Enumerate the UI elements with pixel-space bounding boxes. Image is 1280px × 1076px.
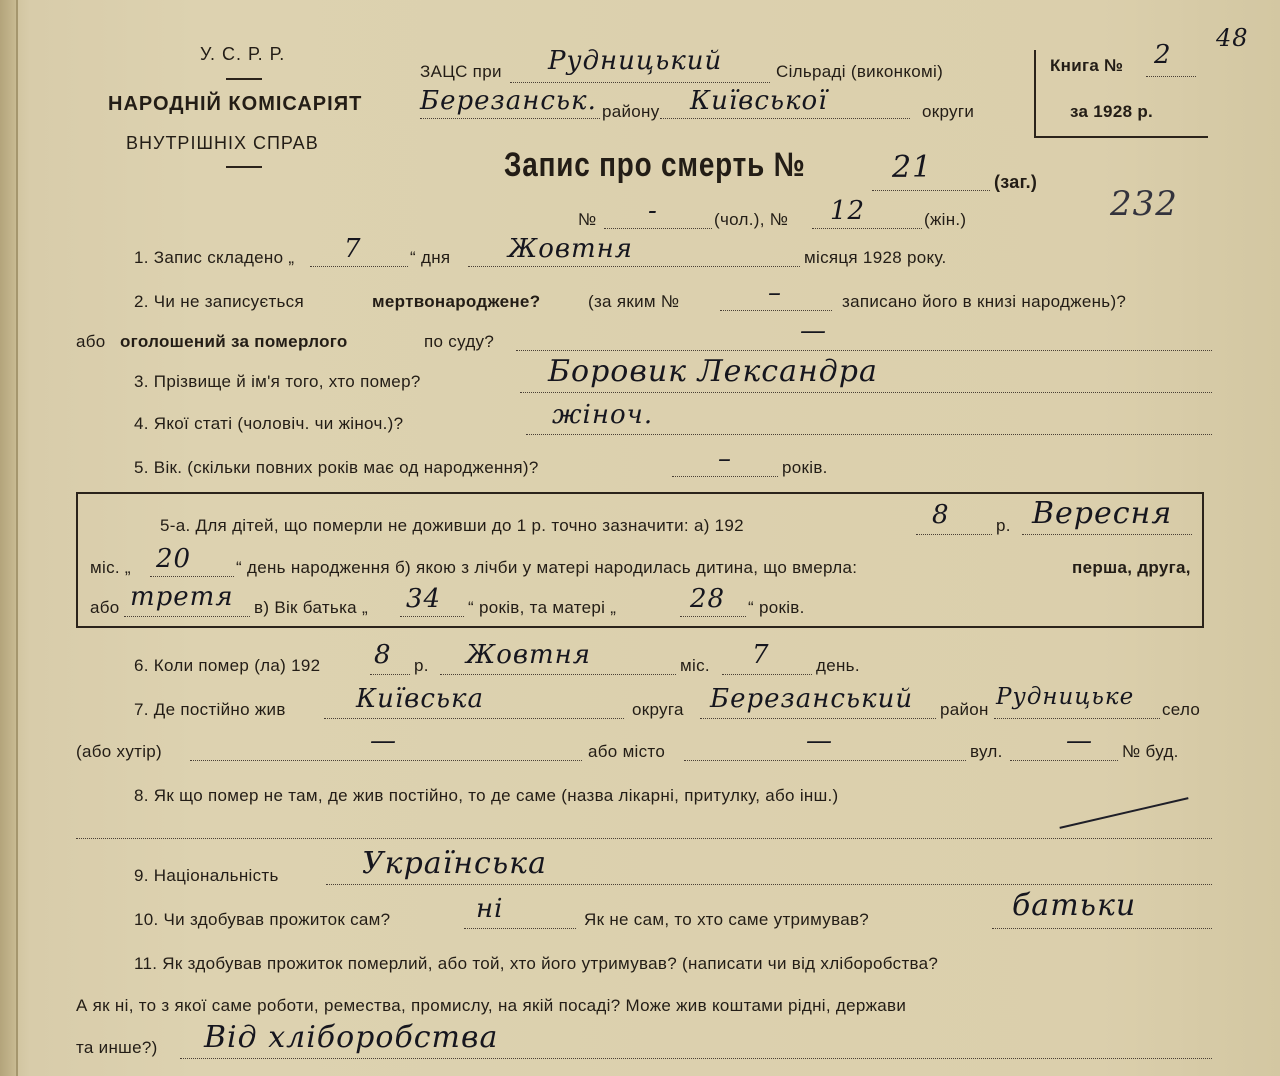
village-council-value: Рудницький bbox=[548, 46, 723, 76]
district-label: району bbox=[602, 102, 660, 121]
f5a-first-second: перша, друга, bbox=[1072, 558, 1191, 577]
fill-line bbox=[1022, 534, 1192, 535]
f6-r-label: р. bbox=[414, 656, 429, 675]
fill-line bbox=[992, 928, 1212, 929]
fill-line bbox=[1010, 760, 1118, 761]
corner-number: 48 bbox=[1216, 24, 1249, 52]
okruha-label: округи bbox=[922, 102, 975, 121]
f5a-line2: “ день народження б) якою з лічби у матері народилась дитина, що вмерла: bbox=[236, 558, 858, 577]
book-year-label: за 1928 р. bbox=[1070, 102, 1154, 121]
f7b-bud-label: № буд. bbox=[1122, 742, 1179, 761]
f3-name-value: Боровик Лександра bbox=[548, 354, 878, 389]
f7-okruha-value: Київська bbox=[356, 684, 485, 714]
f7b-misto-label: або місто bbox=[588, 742, 666, 761]
fill-line bbox=[680, 616, 746, 617]
male-suffix: (чол.), № bbox=[714, 210, 789, 229]
book-number-value: 2 bbox=[1154, 40, 1172, 70]
f2-label-b: мертвонароджене? bbox=[372, 292, 541, 311]
f1-mid-label: “ дня bbox=[410, 248, 451, 267]
f2-label-c: (за яким № bbox=[588, 292, 680, 311]
f5a-year-value: 8 bbox=[932, 500, 950, 530]
district-value: Березанськ. bbox=[420, 86, 597, 116]
f1-label: 1. Запис складено „ bbox=[134, 248, 295, 267]
book-binding bbox=[0, 0, 18, 1076]
fill-line bbox=[468, 266, 800, 267]
f10-supporter-value: батьки bbox=[1012, 888, 1137, 923]
f5a-abo-label: або bbox=[90, 598, 120, 617]
f7-label: 7. Де постійно жив bbox=[134, 700, 286, 719]
f11-livelihood-value: Від хліборобства bbox=[204, 1020, 499, 1055]
fill-line bbox=[520, 392, 1212, 393]
header-divider bbox=[226, 78, 262, 80]
f11-line3: та инше?) bbox=[76, 1038, 158, 1057]
f2-label-g: по суду? bbox=[424, 332, 495, 351]
record-number-value: 21 bbox=[892, 150, 933, 185]
fill-line bbox=[672, 476, 778, 477]
council-suffix-label: Сільраді (виконкомі) bbox=[776, 62, 944, 81]
f10-self-value: ні bbox=[476, 894, 504, 924]
fill-line bbox=[994, 718, 1160, 719]
number-label: № bbox=[578, 210, 597, 229]
f6-month-value: Жовтня bbox=[466, 640, 591, 670]
record-title: Запис про смерть № bbox=[504, 146, 806, 184]
f5a-month-value: Вересня bbox=[1032, 496, 1173, 531]
f5a-line3b: “ років, та матері „ bbox=[468, 598, 617, 617]
book-label: Книга № bbox=[1050, 56, 1124, 75]
f7-selo-value: Рудницьке bbox=[996, 684, 1135, 710]
f7-raion-value: Березанський bbox=[710, 684, 914, 714]
f6-suffix: день. bbox=[816, 656, 860, 675]
f7b-label: (або хутір) bbox=[76, 742, 163, 761]
fill-line bbox=[76, 838, 1212, 839]
fill-line bbox=[190, 760, 582, 761]
f1-suffix: місяця 1928 року. bbox=[804, 248, 947, 267]
fill-line bbox=[370, 674, 410, 675]
fill-line bbox=[526, 434, 1212, 435]
female-suffix: (жін.) bbox=[924, 210, 967, 229]
fill-line bbox=[812, 228, 922, 229]
f2-court-value: — bbox=[800, 316, 827, 346]
f5a-day-value: 20 bbox=[156, 544, 192, 574]
commissariat-label: НАРОДНІЙ КОМІСАРІЯТ bbox=[108, 93, 363, 115]
f5-suffix: років. bbox=[782, 458, 828, 477]
f2-label-e: або bbox=[76, 332, 106, 351]
f2-label-a: 2. Чи не записується bbox=[134, 292, 304, 311]
fill-line bbox=[400, 616, 464, 617]
zag-suffix: (заг.) bbox=[994, 172, 1038, 192]
f7b-vul-label: вул. bbox=[970, 742, 1003, 761]
fill-line bbox=[604, 228, 712, 229]
fill-line bbox=[1146, 76, 1196, 77]
f7b-vul-value: — bbox=[1066, 726, 1093, 756]
fill-line bbox=[180, 1058, 1212, 1059]
fill-line bbox=[464, 928, 576, 929]
zags-label: ЗАЦС при bbox=[420, 62, 502, 81]
f5a-mother-age-value: 28 bbox=[690, 584, 726, 614]
f7-okruha-label: округа bbox=[632, 700, 684, 719]
f6-year-value: 8 bbox=[374, 640, 392, 670]
f2-number-value: – bbox=[768, 278, 782, 308]
f6-day-value: 7 bbox=[752, 640, 770, 670]
fill-line bbox=[684, 760, 966, 761]
fill-line bbox=[700, 718, 936, 719]
header-divider bbox=[226, 166, 262, 168]
okruha-value: Київської bbox=[690, 86, 828, 116]
f7-selo-label: село bbox=[1162, 700, 1201, 719]
f9-nationality-value: Українська bbox=[362, 846, 547, 881]
f5a-order-value: третя bbox=[130, 582, 234, 612]
f5-label: 5. Вік. (скільки повних років має од народження)? bbox=[134, 458, 539, 477]
f6-label: 6. Коли помер (ла) 192 bbox=[134, 656, 321, 675]
f7b-misto-value: — bbox=[806, 726, 833, 756]
male-number-value: - bbox=[648, 196, 658, 226]
fill-line bbox=[916, 534, 992, 535]
f8-label: 8. Як що помер не там, де жив постійно, то де саме (назва лікарні, притулку, або інш.) bbox=[134, 786, 839, 805]
fill-line bbox=[510, 82, 770, 83]
ussr-label: У. С. Р. Р. bbox=[200, 44, 286, 64]
fill-line bbox=[326, 884, 1212, 885]
f11-line2: А як ні, то з якої саме роботи, ремества, промислу, на якій посаді? Може жив коштами рідні, держави bbox=[76, 996, 907, 1015]
female-number-value: 12 bbox=[830, 196, 866, 226]
f1-month-value: Жовтня bbox=[508, 234, 633, 264]
internal-affairs-label: ВНУТРІШНІХ СПРАВ bbox=[126, 133, 319, 153]
f9-label: 9. Національність bbox=[134, 866, 279, 885]
f5a-father-age-value: 34 bbox=[406, 584, 442, 614]
f2-label-f: оголошений за померлого bbox=[120, 332, 348, 351]
f3-label: 3. Прізвище й ім'я того, хто помер? bbox=[134, 372, 421, 391]
fill-line bbox=[150, 576, 234, 577]
fill-line bbox=[324, 718, 624, 719]
f6-mis-label: міс. bbox=[680, 656, 710, 675]
f2-label-d: записано його в книзі народжень)? bbox=[842, 292, 1127, 311]
crossed-out-stroke bbox=[1059, 797, 1188, 829]
f10-label: 10. Чи здобував прожиток сам? bbox=[134, 910, 391, 929]
fill-line bbox=[722, 674, 812, 675]
f4-sex-value: жіноч. bbox=[552, 400, 654, 430]
fill-line bbox=[720, 310, 832, 311]
fill-line bbox=[310, 266, 408, 267]
f5-age-value: – bbox=[718, 444, 732, 474]
f5a-mis-label: міс. „ bbox=[90, 558, 131, 577]
fill-line bbox=[440, 674, 676, 675]
f11-line1: 11. Як здобував прожиток померлий, або той, хто його утримував? (написати чи від хліборобства? bbox=[134, 954, 939, 973]
f5a-line3c: “ років. bbox=[748, 598, 805, 617]
f1-day-value: 7 bbox=[344, 234, 362, 264]
f10-mid-label: Як не сам, то хто саме утримував? bbox=[584, 910, 870, 929]
fill-line bbox=[420, 118, 600, 119]
f5a-line3: в) Вік батька „ bbox=[254, 598, 368, 617]
fill-line bbox=[124, 616, 250, 617]
f5a-line1: 5-а. Для дітей, що померли не доживши до 1 р. точно зазначити: а) 192 bbox=[160, 516, 744, 535]
fill-line bbox=[660, 118, 910, 119]
fill-line bbox=[516, 350, 1212, 351]
f4-label: 4. Якої статі (чоловіч. чи жіноч.)? bbox=[134, 414, 404, 433]
margin-number: 232 bbox=[1110, 184, 1178, 224]
f7b-khutir-value: — bbox=[370, 726, 397, 756]
fill-line bbox=[872, 190, 990, 191]
f7-raion-label: район bbox=[940, 700, 989, 719]
f5a-r-label: р. bbox=[996, 516, 1011, 535]
